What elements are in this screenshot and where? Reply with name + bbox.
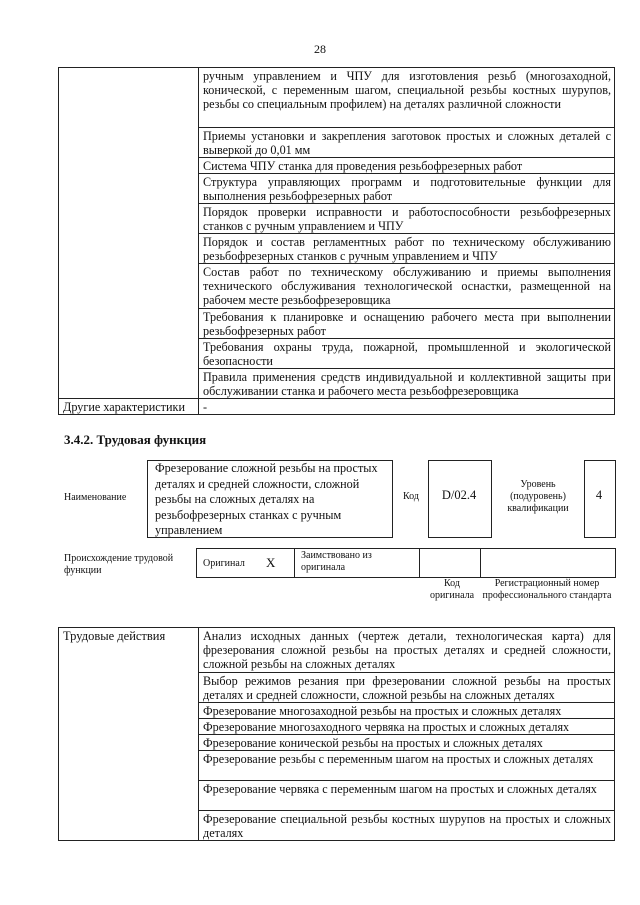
table-cell: Структура управляющих программ и подготовительные функции для выполнения резьбофрезерных работ bbox=[199, 174, 615, 204]
table-cell: Анализ исходных данных (чертеж детали, технологическая карта) для фрезерования сложной резьбы на простых деталях и средней сложности, сложной резьбы на сложных деталях bbox=[199, 628, 615, 673]
labor-actions-label: Трудовые действия bbox=[59, 628, 199, 841]
table-row bbox=[59, 68, 615, 128]
table-cell-left bbox=[59, 68, 199, 399]
table-row bbox=[59, 399, 615, 415]
table-cell: Выбор режимов резания при фрезеровании сложной резьбы на простых деталях и средней сложности, сложной резьбы на сложных деталях bbox=[199, 673, 615, 703]
code-value: D/02.4 bbox=[441, 488, 477, 502]
table-cell: Порядок и состав регламентных работ по техническому обслуживанию резьбофрезерных станков с ручным управлением и ЧПУ bbox=[199, 234, 615, 264]
table-cell: Фрезерование специальной резьбы костных шурупов на простых и сложных деталях bbox=[199, 811, 615, 841]
table-cell: Фрезерование конической резьбы на простых и сложных деталях bbox=[199, 735, 615, 751]
table-cell: ручным управлением и ЧПУ для изготовления резьб (многозаходной, конической, с переменным шагом, специальной резьбы костных шурупов, резьбы со специальным профилем) на деталях различной сложности bbox=[199, 68, 615, 128]
function-name: Фрезерование сложной резьбы на простых деталях и средней сложности, сложной резьбы на сложных деталях на резьбофрезерных станках с ручным управлением bbox=[155, 461, 378, 537]
table-cell: Порядок проверки исправности и работоспособности резьбофрезерных станков с ручным управлением и ЧПУ bbox=[199, 204, 615, 234]
other-characteristics-value: - bbox=[199, 399, 615, 415]
registration-number-label: Регистрационный номер профессионального стандарта bbox=[482, 578, 612, 601]
table-cell: Фрезерование резьбы с переменным шагом на простых и сложных деталях bbox=[199, 751, 615, 781]
section-title: 3.4.2. Трудовая функция bbox=[64, 432, 207, 447]
name-label: Наименование bbox=[64, 492, 127, 503]
page-number: 28 bbox=[314, 42, 326, 56]
level-label: Уровень (подуровень) квалификации bbox=[507, 479, 569, 514]
table-cell: Фрезерование многозаходного червяка на простых и сложных деталях bbox=[199, 719, 615, 735]
other-characteristics-label: Другие характеристики bbox=[59, 399, 199, 415]
original-label: Оригинал bbox=[203, 558, 245, 569]
table-cell: Требования охраны труда, пожарной, промышленной и экологической безопасности bbox=[199, 339, 615, 369]
table-row bbox=[59, 628, 615, 673]
origin-divider bbox=[294, 548, 295, 577]
table-cell: Фрезерование многозаходной резьбы на простых и сложных деталях bbox=[199, 703, 615, 719]
origin-divider bbox=[480, 548, 481, 577]
table-cell: Состав работ по техническому обслуживанию и приемы выполнения технического обслуживания технологической оснастки, размещенной на рабочем месте резьбофрезеровщика bbox=[199, 264, 615, 309]
table-cell: Система ЧПУ станка для проведения резьбофрезерных работ bbox=[199, 158, 615, 174]
code-original-label: Код оригинала bbox=[429, 578, 475, 601]
table-cell: Требования к планировке и оснащению рабочего места при выполнении резьбофрезерных работ bbox=[199, 309, 615, 339]
knowledge-table bbox=[58, 67, 615, 415]
level-value: 4 bbox=[595, 488, 603, 502]
table-cell: Правила применения средств индивидуальной и коллективной защиты при обслуживании станка и рабочего места резьбофрезеровщика bbox=[199, 369, 615, 399]
original-mark: X bbox=[266, 555, 276, 570]
borrowed-label: Заимствовано из оригинала bbox=[301, 550, 372, 573]
origin-label: Происхождение трудовой функции bbox=[64, 553, 174, 576]
table-cell: Фрезерование червяка с переменным шагом на простых и сложных деталях bbox=[199, 781, 615, 811]
table-cell: Приемы установки и закрепления заготовок простых и сложных деталей с выверкой до 0,01 мм bbox=[199, 128, 615, 158]
origin-divider bbox=[419, 548, 420, 577]
labor-actions-table bbox=[58, 627, 615, 841]
code-label: Код bbox=[403, 491, 419, 502]
